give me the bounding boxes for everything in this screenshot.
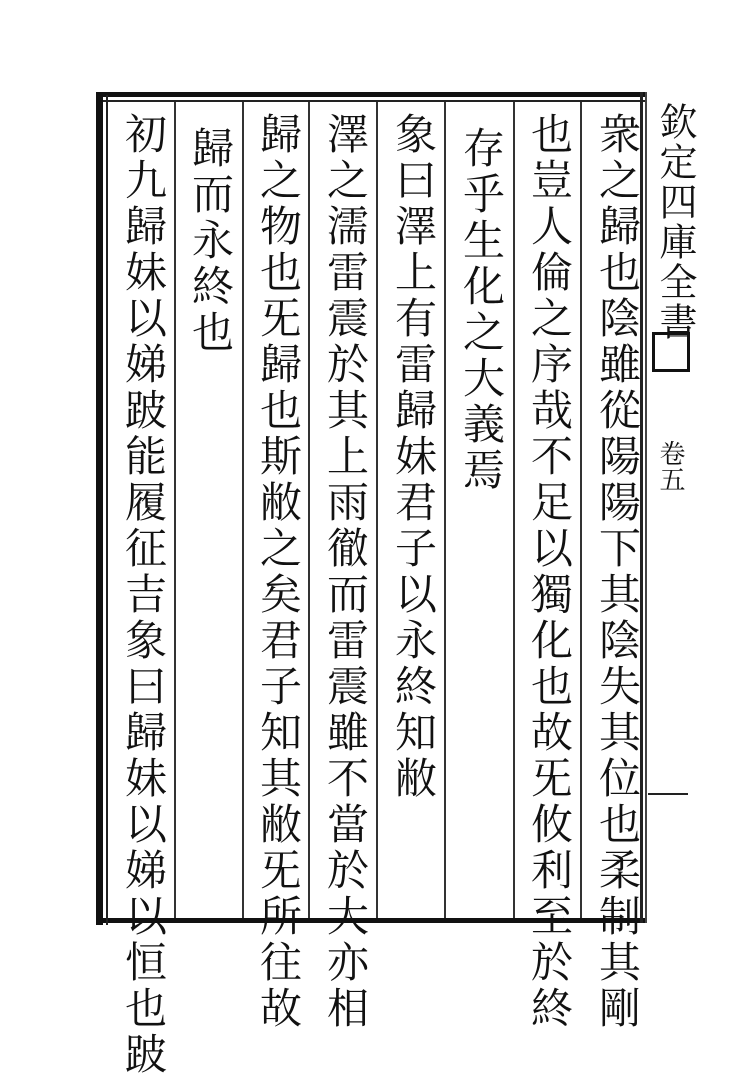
volume-label: 卷五 [655,440,685,492]
text-column-1: 衆之歸也陰雖從陽陽下其陰失其位也柔制其剛 [593,112,642,1032]
text-column-5: 澤之濡雷震於其上雨徹而雷震雖不當於大亦相 [321,112,370,1032]
fish-tail-mark [652,332,690,372]
frame-left-inner-border [106,95,108,925]
frame-right-outer-border [645,92,647,923]
text-column-2: 也豈人倫之序哉不足以獨化也故旡攸利至於終 [525,112,574,1032]
text-column-8: 初九歸妹以娣跛能履征吉象曰歸妹以娣以恒也跛 [119,112,168,1078]
text-column-3: 存乎生化之大義焉 [457,126,506,494]
text-column-4: 象曰澤上有雷歸妹君子以永終知敝 [389,112,438,802]
column-divider [174,102,176,918]
frame-left-border [96,95,103,925]
column-divider [242,102,244,918]
text-column-6: 歸之物也旡歸也斯敝之矣君子知其敝旡所往故 [254,112,303,1032]
column-divider [444,102,446,918]
column-divider [376,102,378,918]
column-divider [580,102,582,918]
book-title: 欽定四庫全書 [653,102,697,342]
margin-rule [648,793,688,795]
column-divider [308,102,310,918]
column-divider [513,102,515,918]
frame-top-border [96,92,646,97]
frame-top-inner-border [96,100,646,102]
text-column-7: 歸而永終也 [186,126,235,356]
